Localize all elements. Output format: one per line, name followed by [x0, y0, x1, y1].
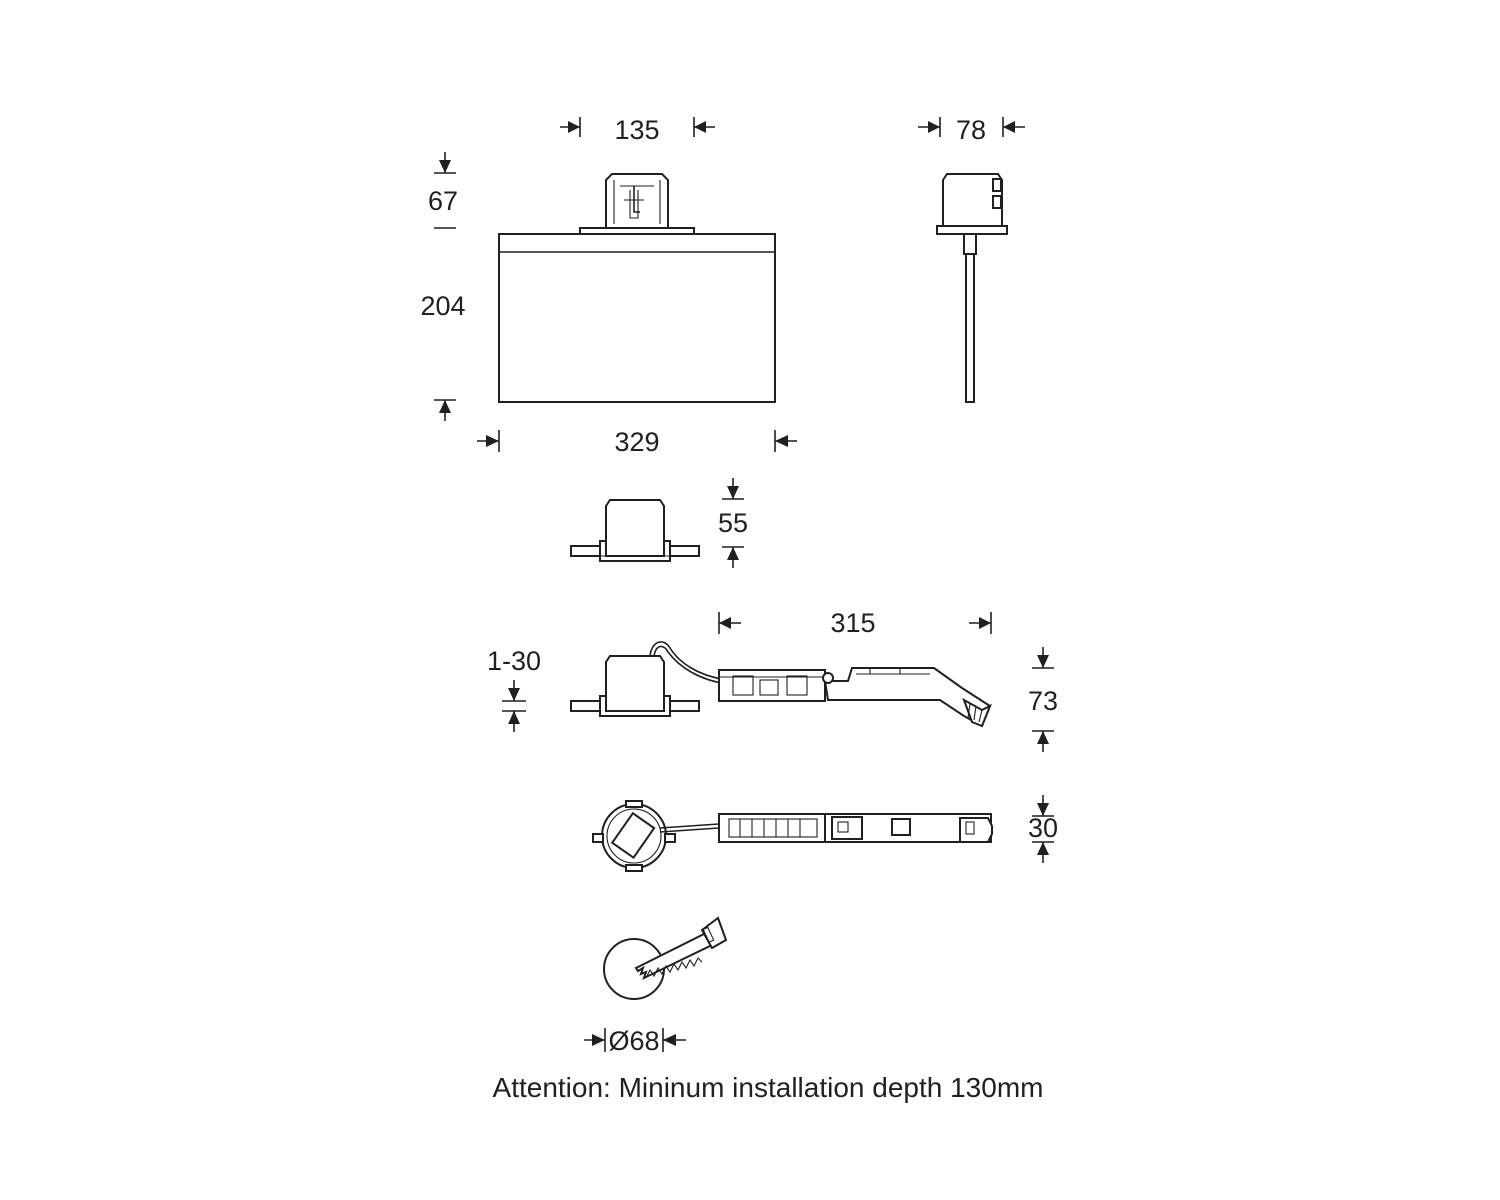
sign-height-label: 204: [420, 291, 466, 321]
side-view: [937, 174, 1007, 402]
mounting-box-view: [571, 500, 699, 561]
cutout-diameter-label: Ø68: [608, 1026, 660, 1056]
box-height-label: 55: [717, 508, 749, 538]
ceiling-thickness-label: 1-30: [486, 646, 542, 676]
driver-width-label: 30: [1027, 813, 1059, 843]
housing-box: [606, 174, 668, 228]
side-width-label: 78: [955, 115, 987, 145]
top-height-label: 67: [427, 186, 459, 216]
cutout-view: [604, 918, 726, 999]
front-width-label: 135: [614, 115, 660, 145]
installation-note: Attention: Mininum installation depth 130mm: [492, 1072, 1044, 1103]
dimension-cutout-diameter: [584, 1026, 686, 1056]
installation-side-view: [571, 642, 990, 726]
sign-panel: [499, 234, 775, 402]
driver-housing: [719, 670, 825, 701]
dimension-cable-length: [719, 608, 991, 638]
sign-width-label: 329: [614, 427, 660, 457]
driver-height-label: 73: [1027, 686, 1059, 716]
dimension-driver-height: [1028, 647, 1058, 752]
cable-length-label: 315: [830, 608, 876, 638]
side-plate: [937, 226, 1007, 234]
installation-top-view: [593, 801, 992, 871]
dimension-side-width: [918, 115, 1025, 145]
dimension-box-height: [718, 478, 748, 568]
dimension-front-width: [560, 115, 715, 145]
dimension-driver-width: [1028, 795, 1058, 863]
dimension-sign-width: [477, 427, 797, 457]
driver-top: [719, 814, 825, 842]
front-view: [499, 174, 775, 402]
dimension-sign-height: [420, 291, 465, 421]
connector-arm: [825, 668, 990, 726]
dimension-ceiling-thickness: [487, 646, 541, 732]
dimension-top-height: [428, 152, 458, 228]
side-sign-edge: [966, 254, 974, 402]
